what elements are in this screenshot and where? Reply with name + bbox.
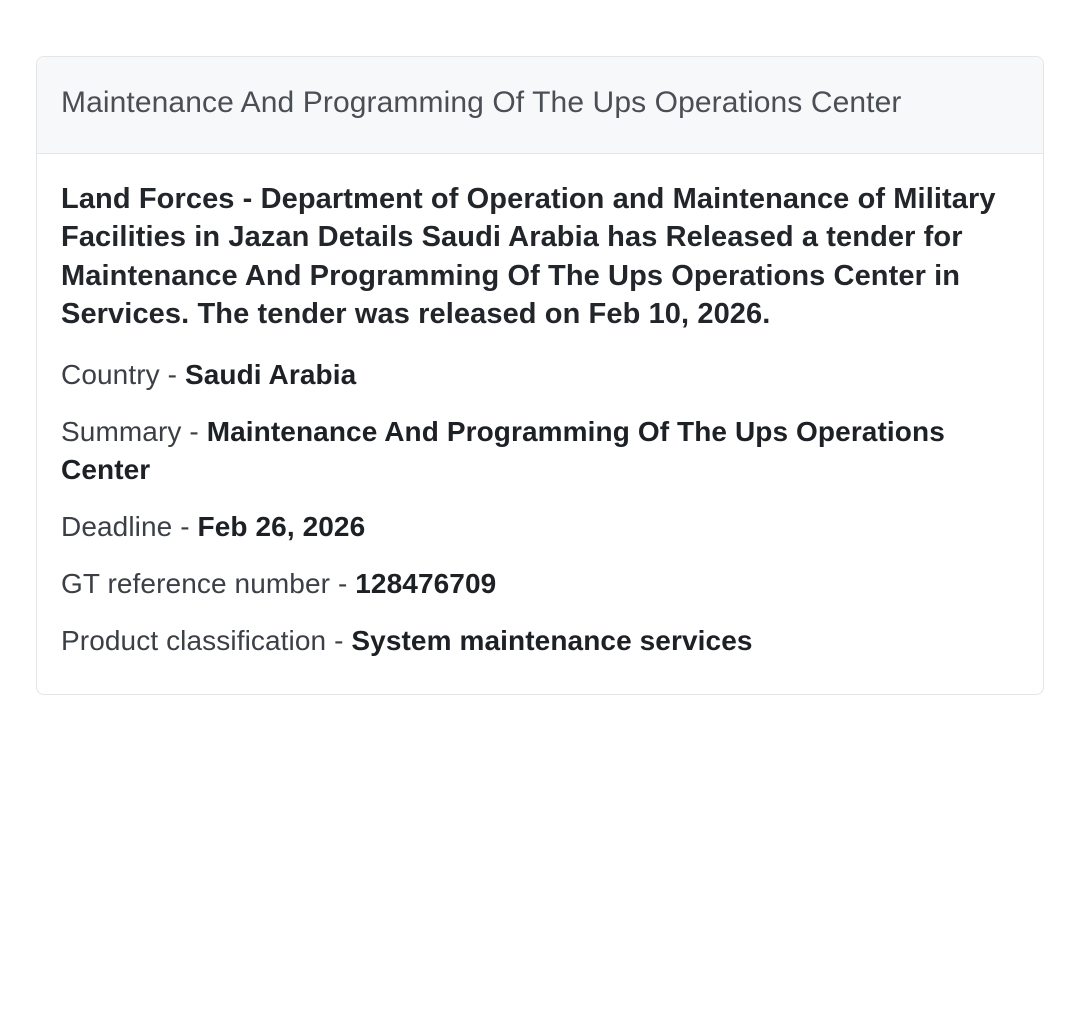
field-deadline <box>61 508 1019 546</box>
tender-field-list <box>61 356 1019 660</box>
field-gt-reference-number-label: GT reference number - <box>61 568 356 600</box>
field-country-value: Saudi Arabia <box>184 358 357 390</box>
card-header <box>37 57 1043 154</box>
field-product-classification-value: System maintenance services <box>351 625 753 657</box>
field-product-classification <box>61 622 1019 660</box>
tender-description <box>61 180 1019 334</box>
field-deadline-label: Deadline - <box>61 511 198 543</box>
description-highlight: Maintenance And Programming Of The Ups Operations Center <box>61 259 926 292</box>
field-summary-label: Summary - <box>61 415 207 447</box>
field-country <box>61 356 1019 394</box>
description-part-two: in Services. The tender was released on Feb 10, 2026. <box>61 259 961 331</box>
field-gt-reference-number <box>61 565 1019 603</box>
card-body <box>37 154 1043 695</box>
field-product-classification-label: Product classification - <box>61 625 352 657</box>
field-country-label: Country - <box>61 358 185 390</box>
field-gt-reference-number-value: 128476709 <box>355 568 497 600</box>
field-summary-value: Maintenance And Programming Of The Ups Operations Center <box>61 415 945 485</box>
field-deadline-value: Feb 26, 2026 <box>197 511 366 543</box>
tender-title: Maintenance And Programming Of The Ups Operations Center <box>61 86 902 119</box>
description-part-one: Land Forces - Department of Operation and Maintenance of Military Facilities in Jazan Details Saudi Arabia has Released a tender for <box>61 182 996 254</box>
field-summary <box>61 413 1019 489</box>
tender-card <box>36 56 1044 695</box>
